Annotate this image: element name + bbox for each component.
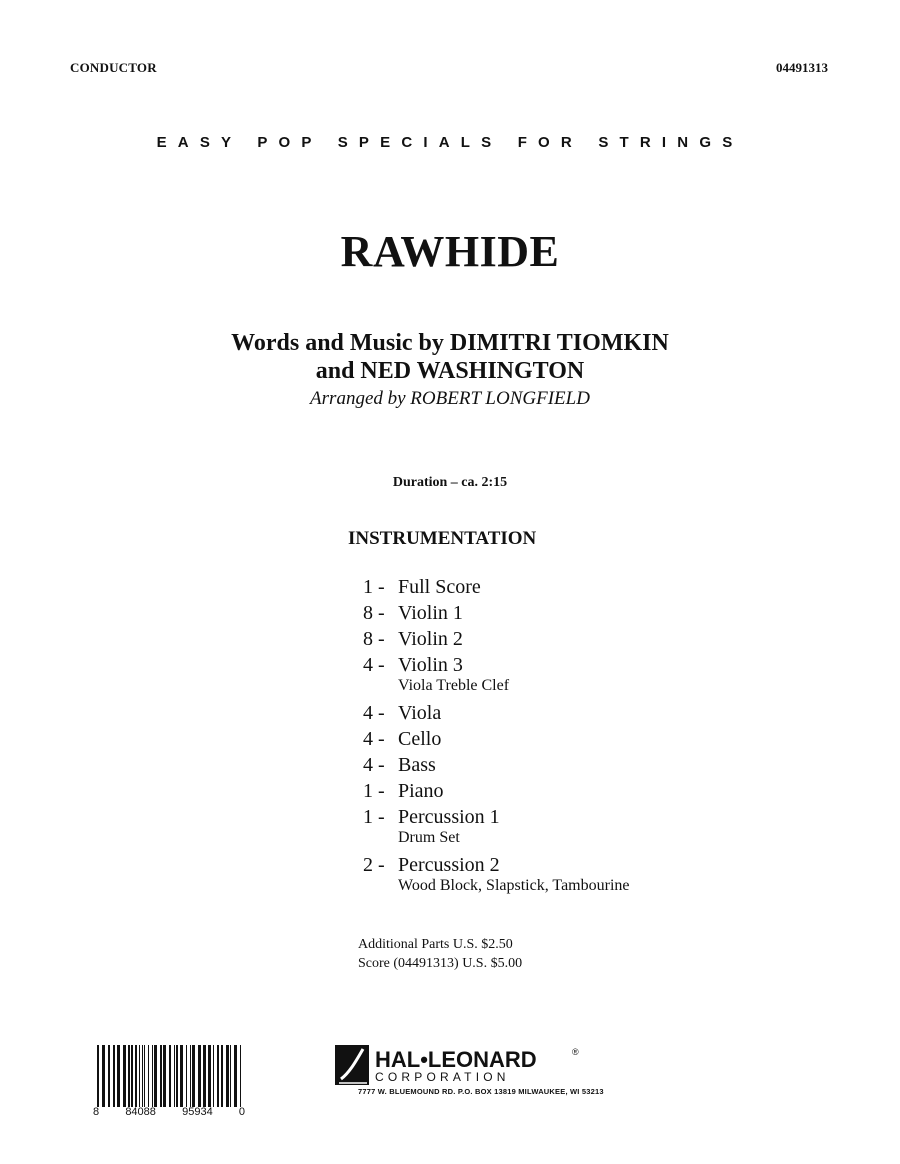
barcode-digits	[93, 1106, 245, 1118]
part-name: Cello	[398, 728, 442, 750]
barcode-bar	[108, 1045, 110, 1107]
instrument-part	[363, 804, 783, 830]
barcode-digit-group: 95934	[182, 1106, 213, 1118]
barcode-digit-group: 0	[238, 1106, 245, 1118]
part-quantity: 2 -	[363, 854, 385, 876]
barcode-bar	[117, 1045, 120, 1107]
barcode-bar	[131, 1045, 133, 1107]
part-name: Viola	[398, 702, 442, 724]
part-quantity: 8 -	[363, 602, 385, 624]
barcode-bar	[240, 1045, 241, 1107]
barcode-bar	[198, 1045, 201, 1107]
score-price: Score (04491313) U.S. $5.00	[358, 956, 523, 971]
publisher-address: 7777 W. BLUEMOUND RD. P.O. BOX 13819 MILWAUKEE, WI 53213	[358, 1087, 604, 1096]
part-quantity: 4 -	[363, 702, 385, 724]
logo-name-bottom: CORPORATION	[375, 1070, 510, 1084]
barcode-bar	[226, 1045, 229, 1107]
part-quantity: 1 -	[363, 780, 385, 802]
barcode-bar	[169, 1045, 171, 1107]
barcode-digit-group: 8	[93, 1106, 100, 1118]
instrument-part	[363, 752, 783, 778]
part-name: Violin 3	[398, 654, 463, 676]
part-name: Percussion 1	[398, 806, 500, 828]
part-label: CONDUCTOR	[70, 60, 157, 75]
page-title: RAWHIDE	[340, 227, 560, 276]
barcode-bar	[113, 1045, 115, 1107]
barcode-bar	[176, 1045, 178, 1107]
part-name: Violin 1	[398, 602, 463, 624]
barcode-bar	[180, 1045, 183, 1107]
barcode-bar	[142, 1045, 143, 1107]
barcode-bar	[174, 1045, 175, 1107]
barcode-bar	[192, 1045, 195, 1107]
catalog-number: 04491313	[776, 60, 828, 75]
barcode-bar	[154, 1045, 157, 1107]
part-name: Percussion 2	[398, 854, 500, 876]
part-name: Violin 2	[398, 628, 463, 650]
barcode-bar	[230, 1045, 231, 1107]
barcode-bar	[102, 1045, 105, 1107]
part-quantity: 1 -	[363, 806, 385, 828]
part-quantity: 8 -	[363, 628, 385, 650]
logo-name-top: HAL•LEONARD	[375, 1047, 537, 1072]
duration: Duration – ca. 2:15	[392, 475, 508, 490]
instrument-part	[363, 574, 783, 600]
instrument-part	[363, 626, 783, 652]
barcode-bar	[97, 1045, 99, 1107]
instrument-part	[363, 652, 783, 678]
instrumentation-list	[363, 574, 783, 900]
part-note: Viola Treble Clef	[398, 677, 510, 694]
part-name: Piano	[398, 780, 444, 802]
part-quantity: 4 -	[363, 654, 385, 676]
instrument-part	[363, 778, 783, 804]
barcode-bar	[213, 1045, 214, 1107]
barcode-bar	[203, 1045, 206, 1107]
part-note: Drum Set	[398, 829, 460, 846]
barcode-bar	[186, 1045, 187, 1107]
barcode-bar	[128, 1045, 130, 1107]
part-name: Bass	[398, 754, 436, 776]
credits-line-2: and NED WASHINGTON	[315, 358, 585, 384]
price-list	[358, 935, 522, 973]
barcode-bar	[190, 1045, 191, 1107]
instrumentation-heading: INSTRUMENTATION	[348, 528, 537, 549]
barcode-bar	[217, 1045, 219, 1107]
logo-registered: ®	[572, 1047, 579, 1057]
arranger-credit: Arranged by ROBERT LONGFIELD	[310, 388, 590, 409]
barcode-bar	[234, 1045, 237, 1107]
instrument-part	[363, 726, 783, 752]
additional-parts-price: Additional Parts U.S. $2.50	[358, 937, 513, 952]
part-quantity: 1 -	[363, 576, 385, 598]
barcode-bar	[208, 1045, 211, 1107]
barcode-bar	[144, 1045, 145, 1107]
instrument-part	[363, 852, 783, 878]
barcode-bar	[148, 1045, 149, 1107]
barcode-bar	[163, 1045, 166, 1107]
barcode-bar	[139, 1045, 140, 1107]
barcode-bar	[123, 1045, 126, 1107]
instrument-part	[363, 600, 783, 626]
part-quantity: 4 -	[363, 728, 385, 750]
part-quantity: 4 -	[363, 754, 385, 776]
barcode	[93, 1045, 245, 1107]
barcode-bar	[221, 1045, 223, 1107]
barcode-digit-group: 84088	[125, 1106, 156, 1118]
part-note: Wood Block, Slapstick, Tambourine	[398, 877, 630, 894]
barcode-bar	[160, 1045, 162, 1107]
barcode-bar	[135, 1045, 137, 1107]
part-name: Full Score	[398, 576, 481, 598]
barcode-bar	[152, 1045, 153, 1107]
series-title: EASY POP SPECIALS FOR STRINGS	[156, 134, 744, 151]
credits-line-1: Words and Music by DIMITRI TIOMKIN	[231, 330, 669, 356]
instrument-part	[363, 700, 783, 726]
